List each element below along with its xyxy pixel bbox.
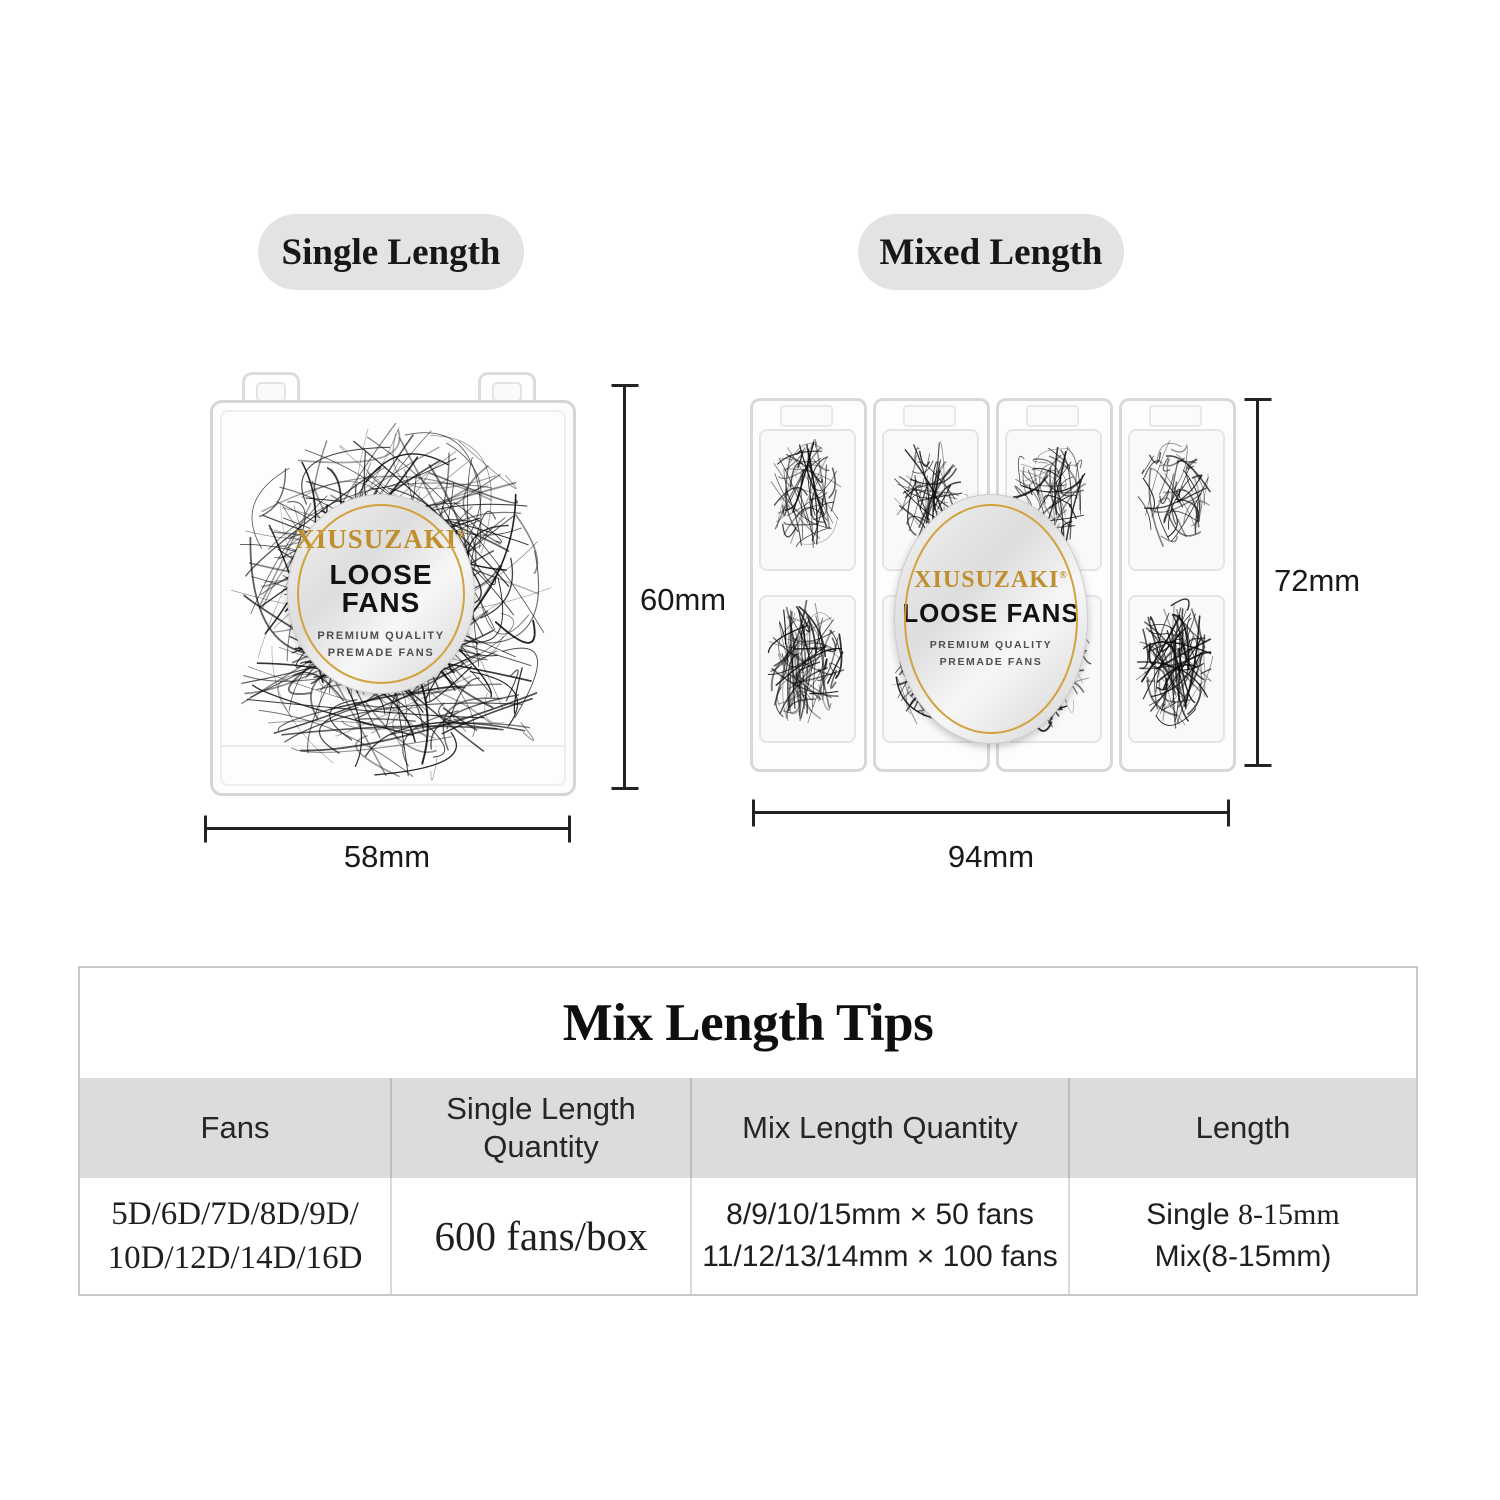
dimension-line-72mm (1256, 398, 1259, 767)
brand-label-single (287, 494, 475, 694)
cell-single-length-quantity: 600 fans/box (390, 1178, 690, 1294)
cell-mix-length-quantity: 8/9/10/15mm × 50 fans 11/12/13/14mm × 100 fans (690, 1178, 1068, 1294)
brand-label-mixed (894, 494, 1088, 744)
label-tagline: PREMIUM QUALITY PREMADE FANS (317, 629, 445, 659)
dimension-line-94mm (752, 811, 1230, 814)
brand-name: XIUSUZAKI® (914, 567, 1068, 594)
gold-ring (297, 504, 465, 684)
header-length: Length (1068, 1078, 1416, 1178)
dimension-label-60mm: 60mm (640, 582, 727, 617)
product-name: LOOSE FANS (902, 598, 1080, 629)
dimension-line-58mm (204, 827, 571, 830)
header-single-length-quantity: Single Length Quantity (390, 1078, 690, 1178)
dimension-label-94mm: 94mm (947, 839, 1035, 874)
label-tagline: PREMIUM QUALITY PREMADE FANS (929, 639, 1053, 668)
mixed-length-box-photo (750, 398, 1230, 766)
single-length-box-photo (210, 400, 576, 796)
table-title: Mix Length Tips (562, 994, 934, 1052)
table-header-row (80, 1078, 1416, 1178)
dimension-label-58mm: 58mm (343, 839, 431, 874)
brand-name: XIUSUZAKI® (295, 523, 467, 554)
registered-mark: ® (1059, 570, 1068, 582)
header-mix-length-quantity: Mix Length Quantity (690, 1078, 1068, 1178)
cell-length: Single 8-15mm Mix(8-15mm) (1068, 1178, 1416, 1294)
spec-table (78, 966, 1418, 1296)
dimension-line-60mm (623, 384, 626, 790)
header-fans: Fans (200, 1110, 270, 1145)
gold-ring (904, 504, 1078, 734)
table-data-row (80, 1178, 1416, 1294)
product-name: LOOSE FANS (329, 558, 433, 618)
registered-mark: ® (457, 528, 467, 541)
badge-mixed-length: Mixed Length (858, 214, 1124, 290)
cell-fans: 5D/6D/7D/8D/9D/ 10D/12D/14D/16D (107, 1196, 363, 1276)
dimension-label-72mm: 72mm (1274, 563, 1361, 598)
badge-single-length: Single Length (258, 214, 524, 290)
